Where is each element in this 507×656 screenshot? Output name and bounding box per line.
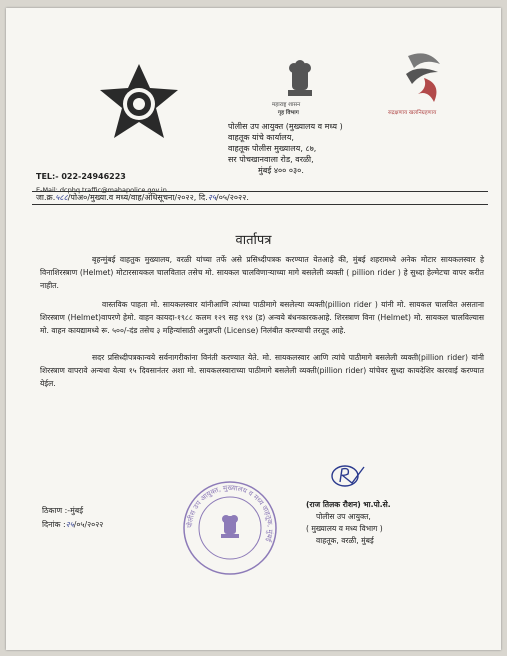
emblem-caption-home-dept: गृह विभाग bbox=[278, 110, 299, 116]
maharashtra-police-logo bbox=[398, 50, 448, 108]
paragraph-3: सदर प्रसिध्दीपत्रकान्वये सर्वनागरीकांना विनंती करण्यात येते. मो. सायकलस्वार आणि त्यांचे पाठीमागे बसलेली व्यक्ती(pillion rider) यांनी शिरस्त्राण वापरावे अन्यथा येत्या १५ दिवसानंतर अशा मो. सायकलस्वाराच्या पाठीमागे बसलेली व्यक्ती(pillion rider) यांचेवर सुध्दा कायदेशिर कारवाई करण्यात येईल. bbox=[40, 353, 484, 388]
address-line: मुंबई ४०० ०३०. bbox=[258, 166, 304, 175]
telephone: TEL:- 022-24946223 bbox=[36, 172, 126, 181]
handwritten-signature bbox=[328, 463, 366, 489]
reference-middle: /पोअ०/मुख्या.व मध्य/वाह/अधिसूचना/२०२२, दि. bbox=[67, 193, 208, 202]
date bbox=[42, 518, 103, 532]
place-date-block bbox=[42, 504, 103, 532]
date-suffix: /०५/२०२२ bbox=[73, 520, 104, 529]
address-line: वाहतूक यांचे कार्यालय, bbox=[228, 133, 294, 142]
signatory-block bbox=[306, 499, 391, 547]
signatory-designation: पोलीस उप आयुक्त, bbox=[316, 512, 371, 521]
address-line: वाहतूक पोलीस मुख्यालय, ८७, bbox=[228, 144, 317, 153]
reference-prefix: जा.क्र. bbox=[36, 193, 56, 202]
date-prefix: दिनांक : bbox=[42, 520, 66, 529]
header-divider-bottom bbox=[32, 204, 488, 205]
reference-handwritten-number: ५८८ bbox=[55, 193, 68, 202]
reference-suffix: /०५/२०२२. bbox=[216, 193, 249, 202]
paragraph-1: बृहन्मुंबई वाहतुक मुख्यालय, वरळी यांच्या तर्फे असे प्रसिध्दीपत्रक करण्यात येतआहे की, मुंबई शहरामध्ये अनेक मोटार सायकलस्वार हे विनाशिरस्त्राण (Helmet) मोटारसायकल चालवितात तसेच मो. सायकल चालविणाऱ्याच्या मागे बसलेली व्यक्ती ( pillion rider ) हे सुध्दा हेल्मेटचा वापर करीत नाहीत. bbox=[40, 255, 484, 290]
email-address: E-Mail: dcphq.traffic@mahapolice.gov.in bbox=[36, 186, 167, 194]
reference-line bbox=[36, 192, 249, 203]
date-handwritten-day: २५ bbox=[65, 520, 74, 529]
paragraph-2: वास्तविक पाहता मो. सायकलस्वार यांनीआणि त्यांच्या पाठीमागे बसलेल्या व्यक्ती(pillion rider ) यांनी मो. सायकल चालवित असताना शिरस्त्राण (Helmet)वापरणे हेमो. वाहन कायदा-१९८८ कलम १२९ सह १९४ (ड) अन्वये बंधनकारकआहे. शिरस्त्राण विना (Helmet) मो. सायकल चालविल्यास मो. वाहन कायद्यामध्ये रू. ५००/-दंड तसेच ३ महिन्यांसाठी अनुज्ञप्ती (License) निलंबीत करण्याची तरतूद आहे. bbox=[40, 300, 484, 335]
address-line: पोलीस उप आयुक्त (मुख्यालय व मध्य ) bbox=[228, 122, 343, 131]
document-title: वार्तापत्र bbox=[235, 233, 272, 248]
reference-handwritten-day: २५ bbox=[207, 193, 217, 202]
address-line: सर पोचखानवाला रोड, वरळी, bbox=[228, 155, 314, 164]
signatory-name: (राज तिलक रौशन) भा.पो.से. bbox=[306, 500, 391, 509]
mumbai-police-logo bbox=[94, 60, 184, 144]
right-logo-motto: सद्रक्षणाय खलनिग्रहणाय bbox=[388, 110, 437, 116]
seal-ring-text: पोलीस उप आयुक्त, मुख्यालय व मध्य वाहतूक, मुंबई bbox=[185, 483, 275, 543]
signatory-office: वाहतूक, वरळी, मुंबई bbox=[316, 536, 374, 545]
emblem-caption-maharashtra: महाराष्ट्र शासन bbox=[272, 102, 301, 108]
document-page bbox=[6, 8, 501, 650]
office-address bbox=[228, 121, 343, 176]
place: ठिकाण :-मुंबई bbox=[42, 506, 84, 515]
office-seal bbox=[180, 478, 280, 578]
signatory-department: ( मुख्यालय व मध्य विभाग ) bbox=[306, 524, 383, 533]
seal-emblem-icon bbox=[221, 515, 239, 538]
